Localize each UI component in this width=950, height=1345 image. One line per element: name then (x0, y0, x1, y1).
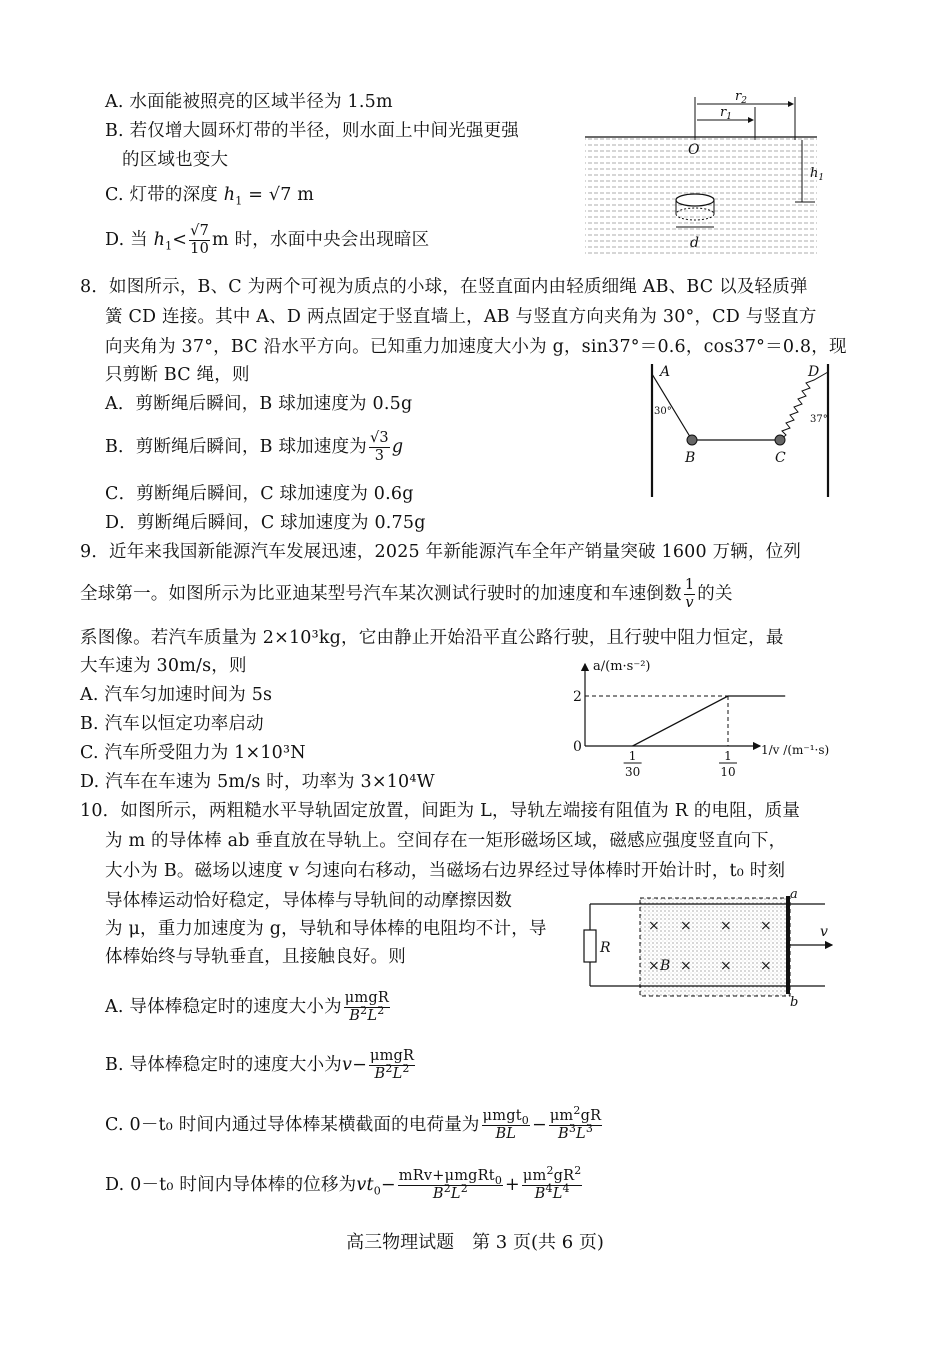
q10-option-d: D. 0－t₀ 时间内导体棒的位移为$vt_0-$ mRv+μmgRt$_0$ $B^2L^2$ + $\frac{\mu m^2gR^2}{B^4L^4}$ (105, 1164, 582, 1202)
q7-label-d: d (690, 235, 699, 251)
q8-option-a: A．剪断绳后瞬间，B 球加速度为 0.5g (105, 394, 413, 414)
q10-figure (580, 890, 840, 1010)
q8-angle-30: 30° (654, 406, 672, 417)
q10-field-cross: × (720, 918, 732, 934)
q10-field-cross: × (720, 958, 732, 974)
q10-stem-line2: 为 m 的导体棒 ab 垂直放在导轨上。空间存在一矩形磁场区域，磁感应强度竖直向下， (105, 831, 787, 851)
q9-stem-line1: 9．近年来我国新能源汽车发展迅速，2025 年新能源汽车全年产销量突破 1600 万辆，位列 (80, 542, 802, 562)
q8-label-a: A (660, 364, 671, 380)
q7-option-d-text: D. 当 (105, 230, 148, 250)
q9-series-line (633, 696, 786, 746)
q7-label-h1: $h_1$ (810, 166, 825, 183)
q7-option-b: B. 若仅增大圆环灯带的半径，则水面上中间光强更强 (105, 121, 519, 141)
q10-label-v: v (820, 924, 828, 940)
q10-label-b: b (790, 995, 799, 1010)
page-footer: 高三物理试题 第 3 页(共 6 页) (346, 1232, 604, 1253)
q10-label-r: R (600, 940, 611, 956)
q9-stem-line3: 系图像。若汽车质量为 2×10³kg，它由静止开始沿平直公路行驶，且行驶中阻力恒定，最 (80, 628, 784, 648)
q8-stem-line2: 簧 CD 连接。其中 A、D 两点固定于竖直墙上，AB 与竖直方向夹角为 30°，CD 与竖直方 (105, 307, 817, 327)
q7-option-d-tail: m 时，水面中央会出现暗区 (212, 230, 430, 250)
q8-spring-cd (780, 372, 828, 440)
q10-field-cross: × (680, 958, 692, 974)
q7-label-r1: $r_1$ (720, 105, 732, 122)
q8-ball-b (687, 435, 697, 445)
q10-field-cross: × (760, 958, 772, 974)
q8-option-b-text: B．剪断绳后瞬间，B 球加速度为 (105, 437, 367, 457)
q9-x-tick-label: 30 (624, 765, 641, 779)
q8-option-b: B．剪断绳后瞬间，B 球加速度为 $\frac{√3}{3}$ g (105, 430, 404, 464)
q8-option-c: C．剪断绳后瞬间，C 球加速度为 0.6g (105, 484, 414, 504)
q8-angle-37: 37° (810, 414, 828, 425)
q8-stem-line3: 向夹角为 37°，BC 沿水平方向。已知重力加速度大小为 g，sin37°＝0.6，cos37°＝0.8，现 (105, 337, 847, 357)
q10-stem-line4: 导体棒运动恰好稳定，导体棒与导轨间的动摩擦因数 (105, 891, 513, 911)
q9-stem-line2: 全球第一。如图所示为比亚迪某型号汽车某次测试行驶时的加速度和车速倒数 $\frac{1}{v}$ 的关 (80, 577, 733, 611)
q10-field-cross: × (680, 918, 692, 934)
q10-option-c: C. 0－t₀ 时间内通过导体棒某横截面的电荷量为 μmgt$_0$ BL − $\frac{\mu m^2gR}{B^3L^3}$ (105, 1104, 602, 1142)
q8-stem-line4: 只剪断 BC 绳，则 (105, 365, 250, 385)
q9-x-tick-label: 10 (720, 765, 736, 779)
q7-figure (570, 82, 835, 262)
q10-resistor (584, 930, 596, 962)
q8-label-c: C (775, 450, 786, 466)
q8-stem-line1: 8．如图所示，B、C 为两个可视为质点的小球，在竖直面内由轻质细绳 AB、BC 以及轻质弹 (80, 277, 808, 297)
q7-option-d: D. 当 $h_1<$ $\frac{√7}{10}$ m 时，水面中央会出现暗区 (105, 223, 430, 257)
q10-option-d-text: D. 0－t₀ 时间内导体棒的位移为 (105, 1175, 357, 1195)
q8-option-d: D．剪断绳后瞬间，C 球加速度为 0.75g (105, 513, 426, 533)
q10-stem-line3: 大小为 B。磁场以速度 v 匀速向右移动，当磁场右边界经过导体棒时开始计时，t₀ 时刻 (105, 861, 786, 881)
q9-option-a: A. 汽车匀加速时间为 5s (80, 685, 273, 705)
q9-y-tick-label: 2 (573, 689, 582, 705)
q10-field-cross: × (648, 918, 660, 934)
q9-option-d: D. 汽车在车速为 5m/s 时，功率为 3×10⁴W (80, 772, 435, 792)
q9-y-axis-label: a/(m·s⁻²) (593, 659, 651, 674)
q10-field-cross: × (760, 918, 772, 934)
q10-stem-line1: 10．如图所示，两粗糙水平导轨固定放置，间距为 L，导轨左端接有阻值为 R 的电阻，质量 (80, 801, 801, 821)
q7-ring-light (676, 194, 714, 206)
q9-option-c: C. 汽车所受阻力为 1×10³N (80, 743, 306, 763)
q10-option-a-text: A. 导体棒稳定时的速度大小为 (105, 997, 342, 1017)
q10-field-cross: × (648, 958, 660, 974)
q9-chart (565, 658, 855, 788)
q7-label-o: O (688, 142, 700, 158)
q10-stem-line5: 为 μ，重力加速度为 g，导轨和导体棒的电阻均不计，导 (105, 919, 547, 939)
q10-option-b-text: B. 导体棒稳定时的速度大小为 (105, 1055, 342, 1075)
q8-ball-c (775, 435, 785, 445)
q9-x-axis-label: 1/v /(m⁻¹·s) (761, 743, 830, 757)
q7-option-a: A. 水面能被照亮的区域半径为 1.5m (105, 92, 393, 112)
q10-option-b: B. 导体棒稳定时的速度大小为v− μmgR $B^2L^2$ (105, 1048, 415, 1082)
q10-label-field-b: B (660, 958, 671, 974)
q10-label-a: a (790, 890, 798, 902)
q8-figure (640, 362, 840, 502)
q10-magnetic-field (640, 898, 790, 996)
q9-stem-line2-text: 全球第一。如图所示为比亚迪某型号汽车某次测试行驶时的加速度和车速倒数 (80, 584, 682, 604)
q9-x-tick-label: 1 (628, 749, 637, 763)
q10-option-a: A. 导体棒稳定时的速度大小为 μmgR $B^2L^2$ (105, 990, 389, 1024)
q7-label-r2: $r_2$ (735, 89, 747, 106)
q9-y-tick-label: 0 (573, 739, 582, 755)
q7-option-c: C. 灯带的深度 $h_1 = √7$ m (105, 185, 315, 208)
q8-label-d: D (808, 364, 820, 380)
q7-option-c-text: C. 灯带的深度 (105, 185, 218, 205)
q8-label-b: B (685, 450, 696, 466)
q10-stem-line6: 体棒始终与导轨垂直，且接触良好。则 (105, 947, 406, 967)
q9-stem-line2-tail: 的关 (697, 584, 733, 604)
q9-x-tick-label: 1 (724, 749, 732, 763)
q9-option-b: B. 汽车以恒定功率启动 (80, 714, 264, 734)
q7-option-b-cont: 的区域也变大 (122, 150, 229, 170)
q9-stem-line4: 大车速为 30m/s，则 (80, 656, 247, 676)
q10-option-c-text: C. 0－t₀ 时间内通过导体棒某横截面的电荷量为 (105, 1115, 480, 1135)
